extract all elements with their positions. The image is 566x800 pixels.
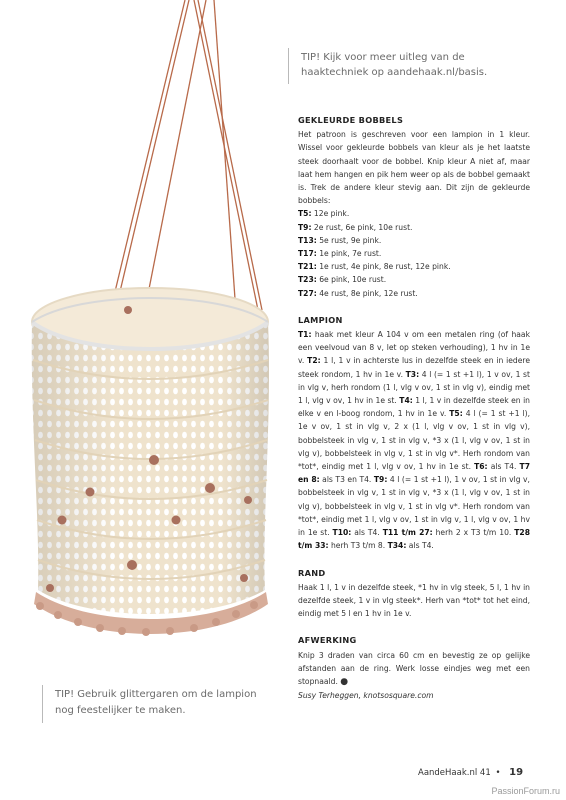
- round-row: T23: 6e pink, 10e rust.: [298, 275, 387, 285]
- author-credit: Susy Terheggen, knotsosquare.com: [298, 691, 434, 701]
- tip-top: [288, 48, 541, 84]
- crochet-lantern-illustration: [0, 0, 290, 680]
- section-heading: LAMPION: [298, 314, 343, 325]
- tip-bottom-line2: nog feestelijker te maken.: [55, 705, 186, 716]
- section-heading: RAND: [298, 567, 326, 578]
- lampion-instructions: T1: haak met kleur A 104 v om een metalen ring (of haak een veelvoud van 8 v, let op steken verhouding), 1 hv in 1e v. T2: 1 l, 1 v in achterste lus in dezelfde steek en in iedere steek rondom, 1 hv in 1e v. T3: 4 l (= 1 st +1 l), 1 v ov, 1 st in vlg v, herh rondom (1 l, vlg v ov, 1 st in vlg v), eindig met 1 l, vlg v ov, 1 hv in 1e st. T4: 1 l, 1 v in dezelfde steek en in elke v en l-boog rondom, 1 hv in 1e v. T5: 4 l (= 1 st +1 l), 1e v ov, 1 st in vlg v, 2 x (1 l, vlg v ov, 1 st in vlg v), bobbelsteek in vlg v, 1 st in vlg v, *3 x (1 l, vlg v ov, 1 st in vlg v), bobbelsteek in vlg v, 1 st in vlg v*. Herh rondom van *tot*, eindig met 1 l, vlg v ov, 1 hv in 1e st. T6: als T4. T7 en 8: als T3 en T4. T9: 4 l (= 1 st +1 l), 1 v ov, 1 st in vlg v, bobbelsteek in vlg v, 1 st in vlg v, *3 x (1 l, vlg v ov, 1 st in vlg v), bobbelsteek in vlg v, 1 st in vlg v*. Herh rondom van *tot*, eindig met 1 l, vlg v ov, 1 st in vlg v, 1 l, vlg v ov, 1 hv in 1e st. T10: als T4. T11 t/m 27: herh 2 x T3 t/m 10. T28 t/m 33: herh T3 t/m 8. T34: als T4.: [298, 330, 531, 551]
- section-intro: Het patroon is geschreven voor een lampion in 1 kleur. Wissel voor gekleurde bobbels van kleur als je het laatste steek doorhaalt voor de bobbel. Knip kleur A niet af, maar laat hem hangen en pik hem weer op als de bobbel gemaakt is. Trek de andere kleur stevig aan. Dit zijn de gekleurde bobbels:: [298, 130, 530, 206]
- footer-separator: •: [495, 768, 501, 778]
- round-row: T27: 4e rust, 8e pink, 12e rust.: [298, 288, 418, 298]
- section-afwerking: [298, 634, 530, 702]
- round-row: T13: 5e rust, 9e pink.: [298, 235, 382, 245]
- section-heading: AFWERKING: [298, 635, 357, 646]
- magazine-name: AandeHaak.nl 41: [418, 768, 491, 778]
- lantern-photo: [0, 0, 290, 680]
- watermark: PassionForum.ru: [491, 786, 560, 796]
- tip-top-line2: haaktechniek op aandehaak.nl/basis.: [301, 67, 488, 78]
- round-row: T5: 12e pink.: [298, 209, 350, 219]
- page-number: 19: [509, 767, 524, 778]
- section-lampion: [298, 314, 530, 553]
- afwerking-text: Knip 3 draden van circa 60 cm en bevestig ze op gelijke afstanden aan de ring. Werk losse eindjes weg met een stopnaald. ●: [298, 650, 530, 687]
- rand-text: Haak 1 l, 1 v in dezelfde steek, *1 hv in vlg steek, 5 l, 1 hv in dezelfde steek, 1 v in vlg steek*. Herh van *tot* tot het eind, eindig met 5 l en 1 hv in 1e v.: [298, 582, 530, 619]
- tip-bottom-line1: TIP! Gebruik glittergaren om de lampion: [55, 689, 257, 700]
- round-row: T17: 1e pink, 7e rust.: [298, 249, 382, 259]
- pattern-text-column: [298, 114, 530, 702]
- page-footer: [418, 767, 523, 778]
- tip-bottom: [42, 685, 283, 723]
- section-rand: [298, 567, 530, 621]
- round-row: T9: 2e rust, 6e pink, 10e rust.: [298, 222, 413, 232]
- round-row: T21: 1e rust, 4e pink, 8e rust, 12e pink.: [298, 262, 451, 272]
- section-gekleurde-bobbels: [298, 114, 530, 300]
- tip-top-line1: TIP! Kijk voor meer uitleg van de: [301, 52, 465, 63]
- section-heading: GEKLEURDE BOBBELS: [298, 115, 404, 125]
- end-mark-icon: ●: [340, 676, 349, 687]
